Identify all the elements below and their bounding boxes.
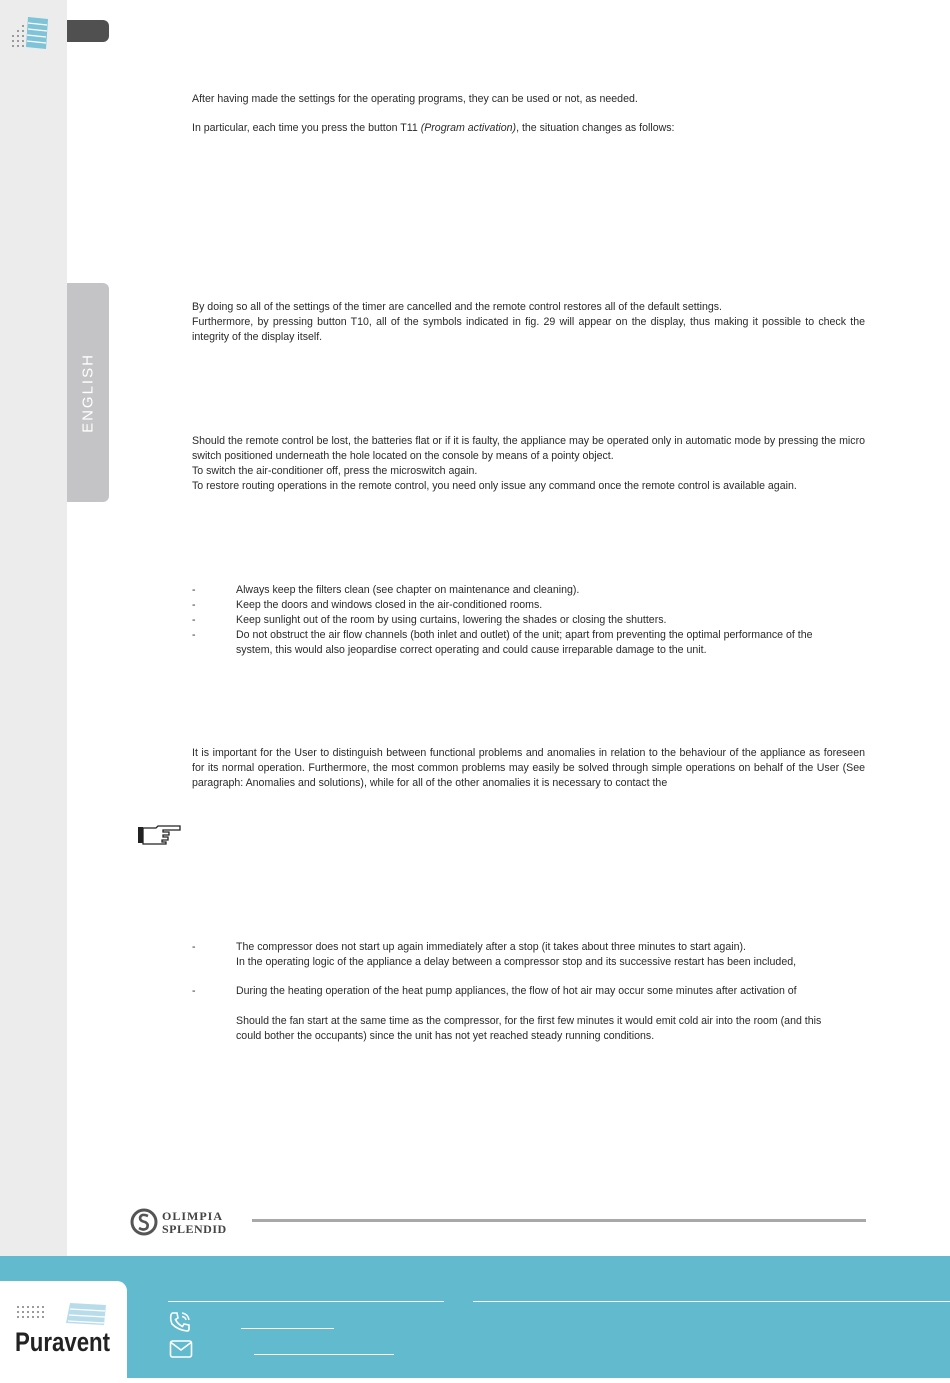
- program-activation-italic: (Program activation): [420, 122, 517, 134]
- notes-section: [192, 940, 832, 1044]
- phone-line: [241, 1328, 334, 1329]
- program-activation-text: In particular, each time you press the button T11: [192, 122, 421, 134]
- display-check-paragraph: Furthermore, by pressing button T10, all of the symbols indicated in fig. 29 will appear on the display, thus making it possible to check the integrity of the display itself.: [192, 316, 865, 343]
- list-item: [192, 940, 832, 970]
- list-item: [192, 628, 832, 658]
- brand-line2: SPLENDID: [162, 1222, 227, 1236]
- footer-rule: [473, 1301, 950, 1302]
- stripes-logo-icon: [10, 15, 50, 53]
- footer-logo-text: Puravent: [15, 1327, 111, 1357]
- pointing-hand-icon: [136, 824, 182, 846]
- program-usage-section: [192, 92, 865, 136]
- list-item-text: Do not obstruct the air flow channels (both inlet and outlet) of the unit; apart from preventing the optimal performance of the system, this would also jeopardise correct operating and could cause irreparable damage to the unit.: [236, 629, 813, 656]
- footer-band: [0, 1256, 950, 1378]
- notes-list: [192, 940, 832, 1044]
- emergency-paragraph: Should the remote control be lost, the batteries flat or if it is faulty, the appliance may be operated only in automatic mode by pressing the micro switch positioned underneath the hole located on the console by means of a pointy object.: [192, 435, 865, 462]
- tips-list: [192, 583, 832, 658]
- mail-icon: [169, 1339, 193, 1359]
- list-dash: -: [192, 941, 196, 953]
- list-item-text: Keep sunlight out of the room by using curtains, lowering the shades or closing the shutters.: [236, 614, 667, 626]
- puravent-logo: [0, 1281, 127, 1378]
- reset-paragraph: By doing so all of the settings of the timer are cancelled and the remote control restores all of the default settings.: [192, 301, 722, 313]
- list-item-text: In the operating logic of the appliance a delay between a compressor stop and its successive restart has been included,: [236, 956, 797, 968]
- language-label: ENGLISH: [79, 352, 97, 433]
- list-dash: -: [192, 599, 196, 611]
- list-dash: -: [192, 584, 196, 596]
- page-number-tab: [67, 20, 109, 42]
- emergency-operation-section: [192, 434, 865, 494]
- list-dash: -: [192, 614, 196, 626]
- tips-section: [192, 583, 832, 658]
- list-item-text: Always keep the filters clean (see chapter on maintenance and cleaning).: [236, 584, 580, 596]
- program-activation-text-end: , the situation changes as follows:: [516, 122, 675, 134]
- phone-icon: [168, 1310, 192, 1334]
- footer-rule: [168, 1301, 444, 1302]
- left-margin-strip: [0, 0, 67, 1256]
- intro-paragraph: After having made the settings for the operating programs, they can be used or not, as needed.: [192, 93, 638, 105]
- mail-line: [254, 1354, 394, 1355]
- olimpia-splendid-logo: [129, 1207, 247, 1237]
- brand-divider: [252, 1219, 866, 1222]
- anomalies-paragraph: It is important for the User to distinguish between functional problems and anomalies in relation to the behaviour of the appliance as foreseen for its normal operation. Furthermore, the most common problems may easily be solved through simple operations on behalf of the User (See paragraph: Anomalies and solutions), while for all of the other anomalies it is necessary to contact the: [192, 747, 865, 789]
- reset-section: [192, 300, 865, 345]
- list-item: [192, 984, 832, 1044]
- footer-logo-panel: [0, 1281, 127, 1378]
- language-tab: [67, 283, 109, 502]
- list-item-text: Should the fan start at the same time as the compressor, for the first few minutes it would emit cold air into the room (and this could bother the occupants) since the unit has not yet reached steady running conditions.: [236, 1015, 822, 1042]
- list-item-text: The compressor does not start up again immediately after a stop (it takes about three minutes to start again).: [236, 941, 746, 953]
- restore-paragraph: To restore routing operations in the remote control, you need only issue any command once the remote control is available again.: [192, 480, 797, 492]
- list-item-text: During the heating operation of the heat pump appliances, the flow of hot air may occur some minutes after activation of: [236, 985, 797, 997]
- list-item: [192, 583, 832, 598]
- brand-line1: OLIMPIA: [162, 1209, 223, 1223]
- list-item-text: Keep the doors and windows closed in the air-conditioned rooms.: [236, 599, 543, 611]
- list-item: [192, 613, 832, 628]
- list-dash: -: [192, 985, 196, 997]
- anomalies-section: [192, 746, 865, 791]
- list-item: [192, 598, 832, 613]
- program-activation-paragraph: [192, 121, 865, 136]
- switch-off-paragraph: To switch the air-conditioner off, press the microswitch again.: [192, 465, 478, 477]
- list-dash: -: [192, 629, 196, 641]
